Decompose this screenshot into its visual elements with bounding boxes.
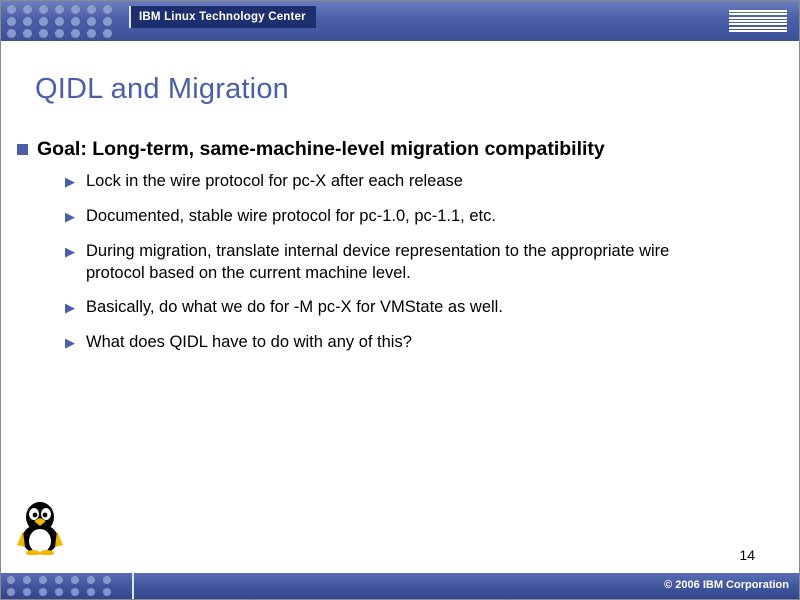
bullet-level1 [17,137,777,161]
page-number: 14 [739,547,755,563]
triangle-bullet-icon: ▶ [65,300,75,316]
header-banner-label: IBM Linux Technology Center [139,11,306,23]
slide-footer [1,573,800,599]
list-item [65,332,777,354]
page-title: QIDL and Migration [35,73,289,105]
square-bullet-icon [17,144,28,155]
list-item-text: During migration, translate internal device representation to the appropriate wire protocol based on the current machine level. [86,241,670,282]
triangle-bullet-icon: ▶ [65,243,75,259]
list-item-text: Basically, do what we do for -M pc-X for VMState as well. [86,298,503,317]
slide-header [1,1,800,41]
slide-body [17,137,777,367]
triangle-bullet-icon: ▶ [65,174,75,190]
footer-copyright: © 2006 IBM Corporation [664,579,789,591]
bullet-level1-text: Goal: Long-term, same-machine-level migration compatibility [37,138,605,160]
footer-divider [132,573,134,599]
sub-bullet-list [65,171,777,354]
list-item-text: Lock in the wire protocol for pc-X after each release [86,172,463,191]
list-item [65,206,777,228]
ibm-logo [729,10,787,32]
list-item [65,171,777,193]
triangle-bullet-icon: ▶ [65,335,75,351]
list-item-text: What does QIDL have to do with any of this? [86,333,412,352]
header-banner [129,6,316,28]
triangle-bullet-icon: ▶ [65,209,75,225]
list-item [65,241,777,285]
footer-dot-pattern [1,573,131,599]
header-dot-pattern [1,1,129,41]
list-item-text: Documented, stable wire protocol for pc-1.0, pc-1.1, etc. [86,207,496,226]
tux-mascot-icon [13,497,67,555]
list-item [65,297,777,319]
